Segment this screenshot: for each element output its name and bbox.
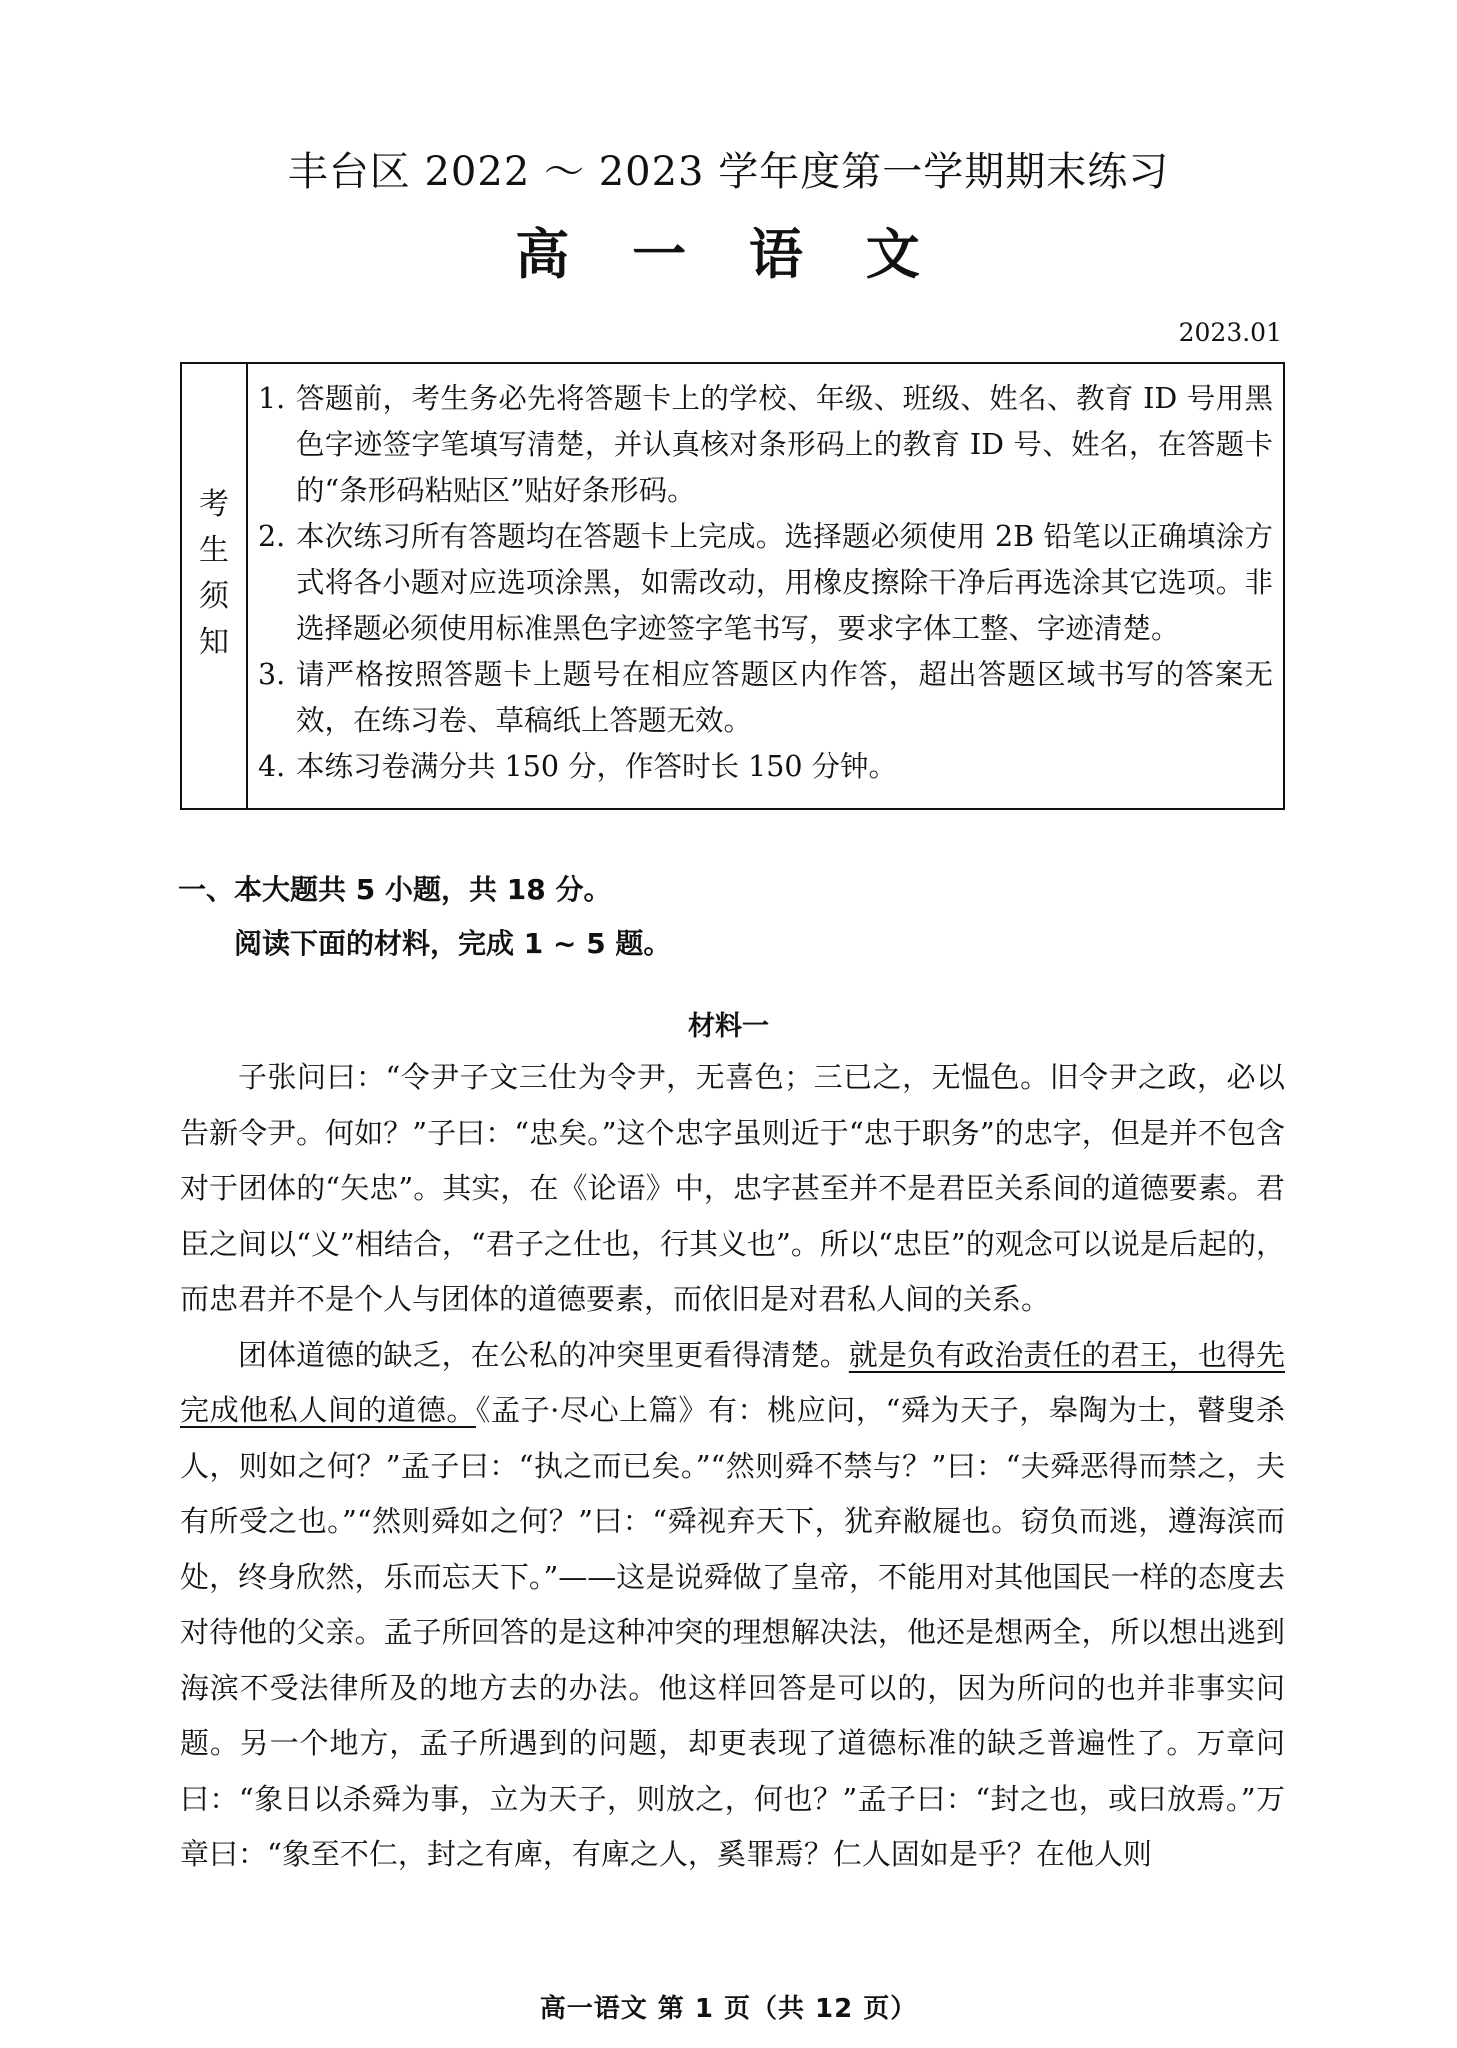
material-title: 材料一 [688, 1011, 769, 1042]
paragraph-2-body: 《孟子·尽心上篇》有：桃应问，“舜为天子，皋陶为士，瞽叟杀人，则如之何？”孟子曰：“执之而已矣。”“然则舜不禁与？”曰：“夫舜恶得而禁之，夫有所受之也。”“然则舜如之何？”曰：“舜视弃天下，犹弃敝屣也。窃负而逃，遵海滨而处，终身欣然，乐而忘天下。”——这是说舜做了皇帝，不能用对其他国民一样的态度去对待他的父亲。孟子所回答的是这种冲突的理想解决法，他还是想两全，所以想出逃到海滨不受法律所及的地方去的办法。他这样回答是可以的，因为所问的也并非事实问题。另一个地方，孟子所遇到的问题，却更表现了道德标准的缺乏普遍性了。万章问曰：“象日以杀舜为事，立为天子，则放之，何也？”孟子曰：“封之也，或曰放焉。”万章曰：“象至不仁，封之有庳，有庳之人，奚罪焉？仁人固如是乎？在他人则 [180, 1393, 1285, 1871]
exam-date: 2023.01 [1178, 318, 1282, 347]
candidate-notice-box [180, 362, 1285, 810]
notice-item-number: 1. [258, 382, 286, 415]
passage-paragraph-2 [180, 1328, 1285, 1883]
notice-item-number: 4. [258, 750, 286, 783]
page-footer: 高一语文 第 1 页（共 12 页） [539, 1994, 918, 2024]
subject-title: 高 一 语 文 [515, 223, 942, 286]
paragraph-2-opening: 团体道德的缺乏，在公私的冲突里更看得清楚。 [238, 1337, 849, 1372]
section-instruction: 阅读下面的材料，完成 1 ~ 5 题。 [234, 927, 672, 960]
notice-label [182, 482, 246, 666]
section-title: 一、本大题共 5 小题，共 18 分。 [178, 873, 612, 906]
notice-item-2 [258, 514, 1273, 652]
reading-passage [180, 1050, 1285, 1883]
notice-item-text: 请严格按照答题卡上题号在相应答题区内作答，超出答题区域书写的答案无效，在练习卷、草稿纸上答题无效。 [296, 658, 1273, 737]
notice-items [258, 376, 1273, 790]
notice-item-4 [258, 744, 1273, 790]
notice-item-text: 答题前，考生务必先将答题卡上的学校、年级、班级、姓名、教育 ID 号用黑色字迹签字笔填写清楚，并认真核对条形码上的教育 ID 号、姓名，在答题卡的“条形码粘贴区”贴好条形码。 [296, 382, 1273, 507]
notice-item-text: 本练习卷满分共 150 分，作答时长 150 分钟。 [296, 750, 898, 783]
passage-paragraph-1: 子张问曰：“令尹子文三仕为令尹，无喜色；三已之，无愠色。旧令尹之政，必以告新令尹。何如？”子曰：“忠矣。”这个忠字虽则近于“忠于职务”的忠字，但是并不包含对于团体的“矢忠”。其实，在《论语》中，忠字甚至并不是君臣关系间的道德要素。君臣之间以“义”相结合，“君子之仕也，行其义也”。所以“忠臣”的观念可以说是后起的，而忠君并不是个人与团体的道德要素，而依旧是对君私人间的关系。 [180, 1060, 1285, 1316]
notice-label-cell [182, 364, 248, 808]
notice-item-text: 本次练习所有答题均在答题卡上完成。选择题必须使用 2B 铅笔以正确填涂方式将各小题对应选项涂黑，如需改动，用橡皮擦除干净后再选涂其它选项。非选择题必须使用标准黑色字迹签字笔书写，要求字体工整、字迹清楚。 [296, 520, 1273, 645]
exam-title: 丰台区 2022 ～ 2023 学年度第一学期期末练习 [287, 149, 1170, 195]
notice-item-1 [258, 376, 1273, 514]
notice-label-char: 须 [199, 579, 229, 614]
notice-label-char: 生 [199, 533, 229, 568]
notice-item-number: 3. [258, 658, 286, 691]
underlined-sentence: 就是负有政治责任的君王，也得先完成他私人间的道德。 [180, 1337, 1285, 1427]
notice-item-3 [258, 652, 1273, 744]
notice-item-number: 2. [258, 520, 286, 553]
notice-label-char: 知 [199, 625, 229, 660]
notice-label-char: 考 [199, 487, 229, 522]
